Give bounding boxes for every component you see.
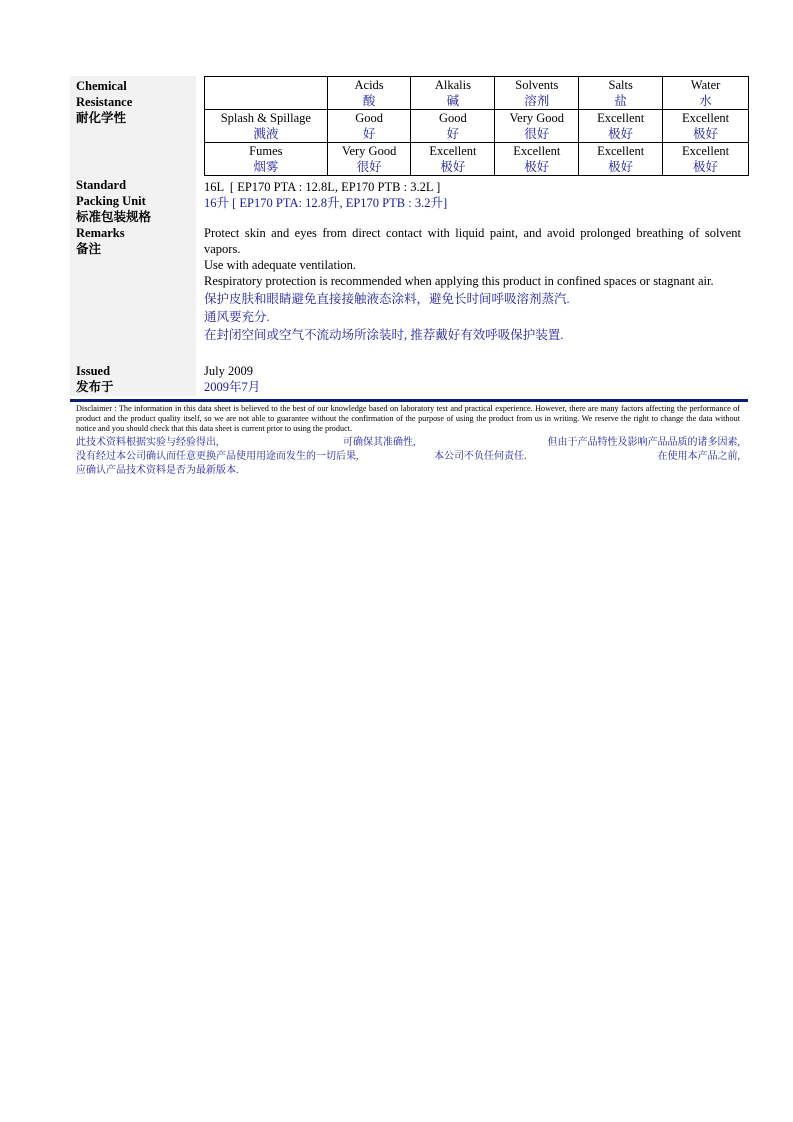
table-cell: Excellent 极好 (579, 143, 663, 176)
table-header-cell (205, 77, 328, 110)
table-cell: Excellent 极好 (411, 143, 495, 176)
table-row (205, 110, 749, 143)
remarks-zh-2: 通风要充分. (204, 310, 270, 324)
disclaimer-zh-2b: 本公司不负任何责任. (434, 451, 527, 462)
packing-label-zh: 标准包装规格 (76, 210, 152, 224)
table-row (205, 143, 749, 176)
section-divider (70, 399, 748, 402)
table-header-cell: Salts 盐 (579, 77, 663, 110)
packing-label-line1: Standard (76, 178, 127, 192)
table-cell: Good 好 (327, 110, 411, 143)
chemical-label-line2: Resistance (76, 95, 133, 109)
packing-value-en: 16L [ EP170 PTA : 12.8L, EP170 PTB : 3.2L ] (204, 180, 441, 194)
table-cell: Excellent 极好 (579, 110, 663, 143)
issued-value-en: July 2009 (204, 364, 253, 378)
remarks-zh-3: 在封闭空间或空气不流动场所涂装时, 推荐戴好有效呼吸保护装置. (204, 328, 564, 342)
remarks-label (76, 225, 125, 257)
table-row-header: Splash & Spillage 溅液 (205, 110, 328, 143)
chemical-label-line1: Chemical (76, 79, 127, 93)
remarks-en-3: Respiratory protection is recommended when applying this product in confined spaces or stagnant air. (204, 274, 714, 288)
packing-unit-label (76, 177, 151, 225)
table-cell: Very Good 很好 (495, 110, 579, 143)
remarks-en-2: Use with adequate ventilation. (204, 258, 357, 272)
remarks-text (204, 225, 741, 343)
disclaimer-zh-1a: 此技术资料根据实验与经验得出, (76, 437, 219, 448)
remarks-zh-1: 保护皮肤和眼睛避免直接接触液态涂料，避免长时间呼吸溶剂蒸汽. (204, 292, 570, 306)
remarks-label-zh: 备注 (76, 242, 102, 256)
packing-value-zh: 16升 [ EP170 PTA: 12.8升, EP170 PTB : 3.2升] (204, 196, 448, 210)
chemical-label-zh: 耐化学性 (76, 111, 127, 125)
disclaimer-zh-1b: 可确保其准确性, (343, 437, 416, 448)
table-cell: Excellent 极好 (663, 143, 749, 176)
table-cell: Excellent 极好 (663, 110, 749, 143)
disclaimer-zh-1c: 但由于产品特性及影响产品品质的诸多因素, (547, 437, 740, 448)
packing-unit-value (204, 179, 741, 211)
disclaimer-zh-2a: 没有经过本公司确认而任意更换产品使用用途而发生的一切后果, (76, 451, 359, 462)
remarks-label-en: Remarks (76, 226, 125, 240)
disclaimer-en: Disclaimer : The information in this data sheet is believed to the best of our knowledge based on laboratory test and practical experience. However, there are many factors affecting the performance of product and the product quality itself, so we are not able to guarantee without the confirmation of the purpose of using the product from us in writing. We reserve the right to change the data without notice and you should check that this data sheet is current prior to using the product. (76, 404, 740, 433)
table-cell: Good 好 (411, 110, 495, 143)
chemical-resistance-label (76, 78, 132, 126)
table-header-cell: Water 水 (663, 77, 749, 110)
table-cell: Very Good 很好 (327, 143, 411, 176)
issued-label (76, 363, 114, 395)
issued-label-zh: 发布于 (76, 380, 114, 394)
disclaimer-zh-3: 应确认产品技术资料是否为最新版本. (76, 465, 239, 476)
table-header-cell: Acids 酸 (327, 77, 411, 110)
disclaimer-zh-2c: 在使用本产品之前, (657, 451, 740, 462)
table-header-row (205, 77, 749, 110)
remarks-en-1: Protect skin and eyes from direct contact with liquid paint, and avoid prolonged breathing of solvent vapors. (204, 226, 741, 256)
table-cell: Excellent 极好 (495, 143, 579, 176)
chemical-resistance-table (204, 76, 749, 176)
disclaimer-zh (76, 436, 740, 478)
issued-value (204, 363, 741, 395)
table-header-cell: Alkalis 碱 (411, 77, 495, 110)
packing-label-line2: Packing Unit (76, 194, 146, 208)
table-row-header: Fumes 烟雾 (205, 143, 328, 176)
issued-label-en: Issued (76, 364, 111, 378)
table-header-cell: Solvents 溶剂 (495, 77, 579, 110)
issued-value-zh: 2009年7月 (204, 380, 261, 394)
